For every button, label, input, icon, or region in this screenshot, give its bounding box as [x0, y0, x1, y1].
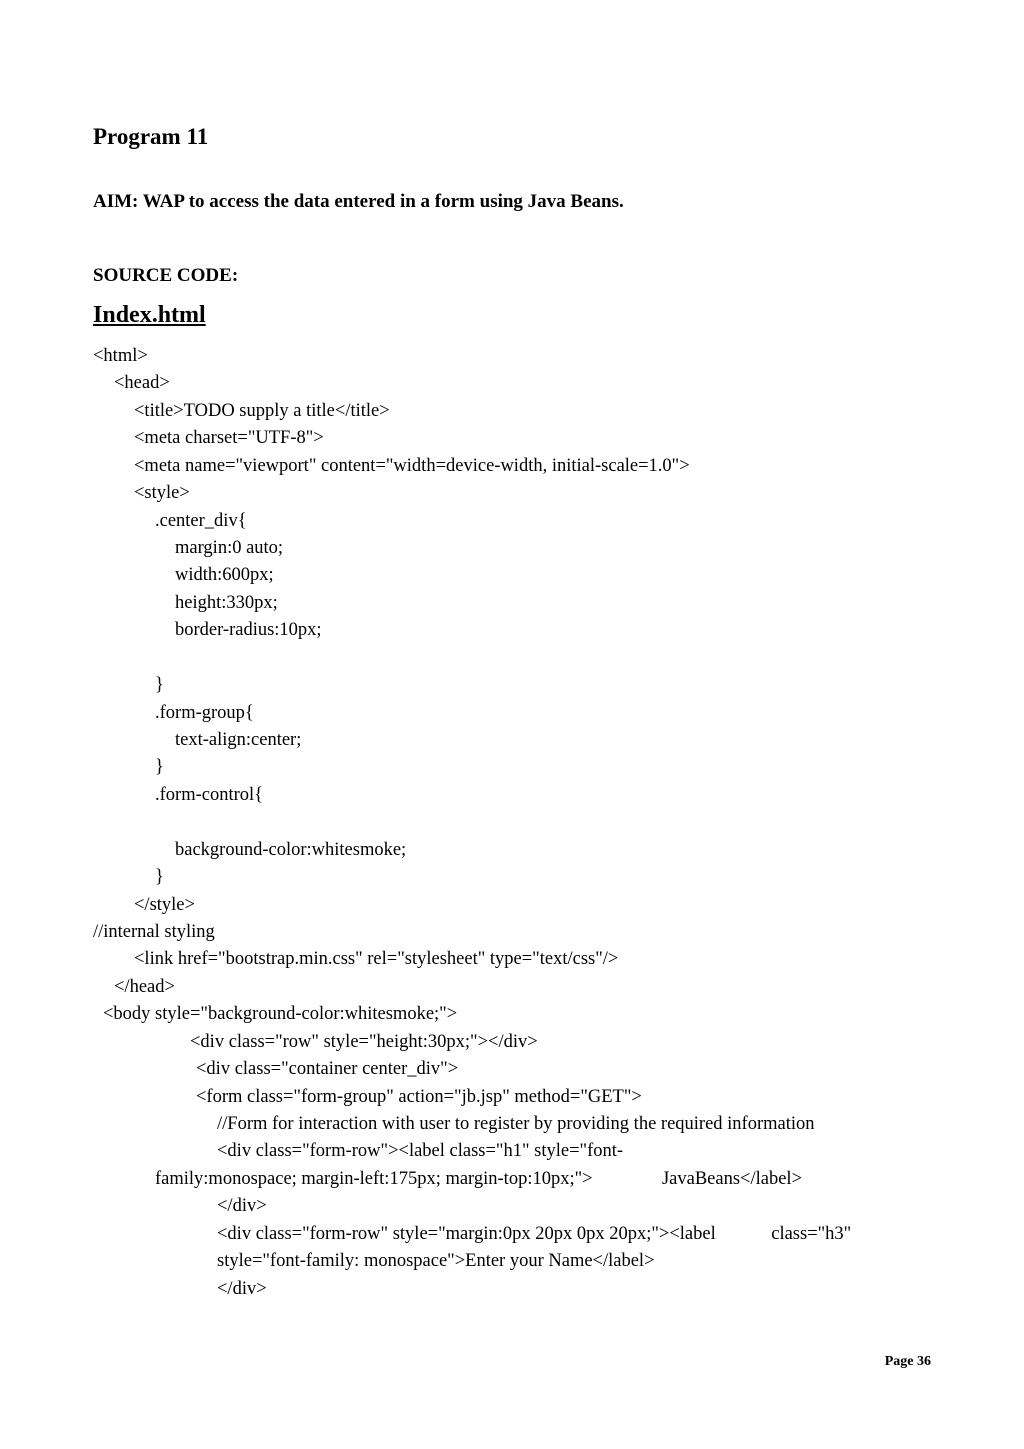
code-line: <html> — [93, 346, 148, 366]
code-line: .form-control{ — [155, 785, 264, 805]
code-line: <div class="form-row" style="margin:0px 20px 0px 20px;"><label class="h3" — [217, 1224, 852, 1244]
code-line: <meta charset="UTF-8"> — [134, 428, 324, 448]
code-line: width:600px; — [175, 565, 274, 585]
code-line: <body style="background-color:whitesmoke;"> — [103, 1004, 458, 1024]
source-code-label: SOURCE CODE: — [93, 265, 239, 286]
code-line: <div class="form-row"><label class="h1" style="font- — [217, 1141, 624, 1161]
program-title: Program 11 — [93, 124, 209, 149]
code-line: <form class="form-group" action="jb.jsp" method="GET"> — [196, 1087, 642, 1107]
code-line: </head> — [114, 977, 175, 997]
code-line: <div class="row" style="height:30px;"></div> — [190, 1032, 538, 1052]
code-line: } — [155, 867, 164, 887]
code-line: <link href="bootstrap.min.css" rel="stylesheet" type="text/css"/> — [134, 949, 619, 969]
code-line: margin:0 auto; — [175, 538, 284, 558]
code-line: .center_div{ — [155, 511, 247, 531]
code-line: //Form for interaction with user to register by providing the required information — [217, 1114, 815, 1134]
code-line: height:330px; — [175, 593, 278, 613]
code-line: //internal styling — [93, 922, 215, 942]
code-line: } — [155, 675, 164, 695]
code-line: } — [155, 757, 164, 777]
code-line: </div> — [217, 1279, 267, 1299]
code-line: </style> — [134, 895, 195, 915]
code-line: <style> — [134, 483, 190, 503]
code-line: border-radius:10px; — [175, 620, 322, 640]
code-line: </div> — [217, 1196, 267, 1216]
code-line: .form-group{ — [155, 703, 254, 723]
code-line: family:monospace; margin-left:175px; margin-top:10px;"> JavaBeans</label> — [155, 1169, 803, 1189]
file-name-heading: Index.html — [93, 302, 206, 328]
code-line: <head> — [114, 373, 170, 393]
code-line: <title>TODO supply a title</title> — [134, 401, 390, 421]
page-number: Page 36 — [884, 1354, 931, 1369]
code-line: text-align:center; — [175, 730, 302, 750]
aim-statement: AIM: WAP to access the data entered in a form using Java Beans. — [93, 191, 624, 212]
code-line: background-color:whitesmoke; — [175, 840, 407, 860]
code-line: <div class="container center_div"> — [196, 1059, 459, 1079]
code-line: style="font-family: monospace">Enter your Name</label> — [217, 1251, 655, 1271]
code-line: <meta name="viewport" content="width=device-width, initial-scale=1.0"> — [134, 456, 690, 476]
